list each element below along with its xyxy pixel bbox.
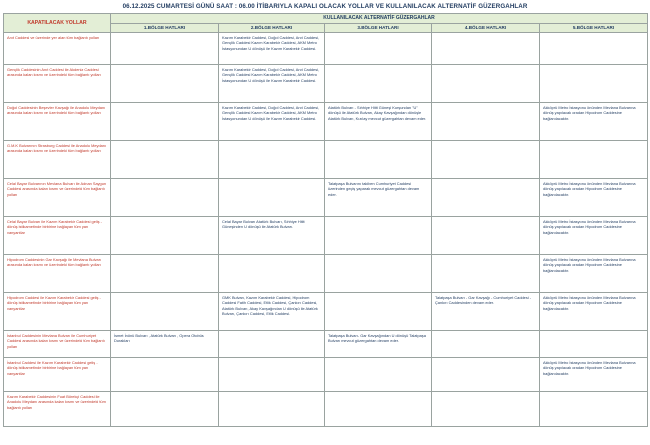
alt-route-cell xyxy=(325,65,432,103)
alt-route-cell xyxy=(540,392,648,427)
page-title: 06.12.2025 CUMARTESİ GÜNÜ SAAT : 06.00 İTİBARIYLA KAPALI OLACAK YOLLAR VE KULLANILACAK ALTERNATİF GÜZERGAHLAR xyxy=(122,3,528,10)
alt-route-cell: Kazım Karabekir Caddesi, Doğol Caddesi, Anıt Caddesi, Gençlik Caddesi Kazım Karabekir Caddesi, AKM Metro İstasyonundan U dönüşü ile Kazım Karabekir Caddesi. xyxy=(219,103,325,141)
alt-route-cell: Akköprü Metro İstasyonu önünden Mevlana Bulvarına dönüş yapılacak oradan Hipodrom Caddesine bağlanılacaktır. xyxy=(540,255,648,293)
alt-route-cell xyxy=(325,392,432,427)
table-row xyxy=(4,358,648,392)
alt-route-cell: GMK Bulvarı, Kazım Karabekir Caddesi, Hipodrom Caddesi Fatih Caddesi, Etlik Caddesi, Çankırı Caddesi, Atatürk Bulvarı, Akay Kavşağından U dönüşü ile Atatürk Bulvarı, Çankırı Caddesi, Etlik Caddesi. xyxy=(219,293,325,331)
alt-route-cell: Akköprü Metro İstasyonu önünden Mevlana Bulvarına dönüş yapılacak oradan Hipodrom Caddesine bağlanılacaktır. xyxy=(540,179,648,217)
alt-route-cell xyxy=(432,141,540,179)
closed-road-cell: Hipodrom Caddesinin Gar Kavşağı ile Mevlana Bulvarı arasında kalan kısmı ve üzerindeki tüm bağlantı yolları xyxy=(4,255,111,293)
alt-route-cell: Talatpaşa Bulvarını takiben Cumhuriyet Caddesi üzerinden geçiş yaparak mevcut güzergahtan devam eder. xyxy=(325,179,432,217)
alt-route-cell: Celal Bayar Bulvarı Atatürk Bulvarı, Sıhhiye Hitit Güneşinden U dönüşü ile Atatürk Bulvarı. xyxy=(219,217,325,255)
alt-route-cell: Talatpaşa Bulvarı- Gar Kavşağından U dönüşü Talatpaşa Bulvarı mevcut güzergahtan devam eder. xyxy=(325,331,432,358)
alt-route-cell xyxy=(540,141,648,179)
alt-route-cell xyxy=(111,358,219,392)
region-header-5: 5.BÖLGE HATLARI xyxy=(540,24,648,33)
alt-route-cell xyxy=(432,65,540,103)
table-row xyxy=(4,293,648,331)
alt-route-cell xyxy=(219,255,325,293)
alt-route-cell xyxy=(325,141,432,179)
table-row xyxy=(4,141,648,179)
alt-route-cell: Akköprü Metro İstasyonu önünden Mevlana Bulvarına dönüş yapılacak oradan Hipodrom Caddesine bağlanılacaktır. xyxy=(540,217,648,255)
alt-route-cell: Akköprü Metro İstasyonu önünden Mevlana Bulvarına dönüş yapılacak oradan Hipodrom Caddesine bağlanılacaktır. xyxy=(540,103,648,141)
alt-route-cell xyxy=(432,217,540,255)
closed-road-cell: Gençlik Caddesinin Anıt Caddesi ile Akdeniz Caddesi arasında kalan kısmı ve üzerindeki tüm bağlantı yolları xyxy=(4,65,111,103)
alt-route-cell xyxy=(432,331,540,358)
alt-route-cell xyxy=(432,392,540,427)
alt-route-cell xyxy=(540,65,648,103)
alt-route-cell xyxy=(111,217,219,255)
region-header-3: 3.BÖLGE HATLARI xyxy=(325,24,432,33)
alt-route-cell xyxy=(325,217,432,255)
alt-route-cell xyxy=(219,141,325,179)
alt-route-cell xyxy=(540,331,648,358)
closed-road-cell: G.M.K Bulvarının Strasburg Caddesi ile Anadolu Meydanı arasında kalan kısmı ve üzerindeki tüm bağlantı yolları xyxy=(4,141,111,179)
alt-route-cell xyxy=(111,255,219,293)
closed-road-cell: İstanbul Caddesi ile Kazım Karabekir Caddesi geliş - dönüş istikametinde birbirine bağlayan tüm yan vanyantlar xyxy=(4,358,111,392)
road-closures-table xyxy=(3,13,648,427)
table-row xyxy=(4,331,648,358)
closed-road-cell: Hipodrom Caddesi ile Kazım Karabekir Caddesi geliş - dönüş istikametinde birbirine bağlayan tüm yan vanyantlar xyxy=(4,293,111,331)
alt-route-cell: Kazım Karabekir Caddesi, Doğol Caddesi, Anıt Caddesi, Gençlik Caddesi Kazım Karabekir Caddesi, AKM Metro İstasyonundan U dönüşü ile Kazım Karabekir Caddesi. xyxy=(219,65,325,103)
alt-route-cell xyxy=(325,33,432,65)
table-row xyxy=(4,255,648,293)
region-header-1: 1.BÖLGE HATLARI xyxy=(111,24,219,33)
closed-road-cell: İstanbul Caddesinin Mevlana Bulvarı ile Cumhuriyet Caddesi arasında kalan kısmı ve üzerindeki tüm bağlantı yolları xyxy=(4,331,111,358)
alt-route-cell: Akköprü Metro İstasyonu önünden Mevlana Bulvarına dönüş yapılacak oradan Hipodrom Caddesine bağlanılacaktır. xyxy=(540,358,648,392)
table-row xyxy=(4,103,648,141)
table-row xyxy=(4,392,648,427)
alt-route-cell xyxy=(432,358,540,392)
alt-route-cell xyxy=(325,255,432,293)
alt-route-cell xyxy=(325,358,432,392)
alt-route-cell xyxy=(432,33,540,65)
alt-route-cell xyxy=(432,255,540,293)
alt-route-cell xyxy=(111,65,219,103)
alt-route-cell xyxy=(432,179,540,217)
alt-route-cell: Kazım Karabekir Caddesi, Doğol Caddesi, Anıt Caddesi, Gençlik Caddesi Kazım Karabekir Caddesi, AKM Metro İstasyonundan U dönüşü ile Kazım Karabekir Caddesi. xyxy=(219,33,325,65)
alt-route-cell: Talatpaşa Bulvarı - Gar Kavşağı - Cumhuriyet Caddesi - Çankırı Caddesinden devam eder. xyxy=(432,293,540,331)
alt-route-cell xyxy=(219,358,325,392)
alt-route-cell xyxy=(432,103,540,141)
table-row xyxy=(4,65,648,103)
region-header-2: 2.BÖLGE HATLARI xyxy=(219,24,325,33)
table-row xyxy=(4,179,648,217)
closed-road-cell: Kazım Karabekir Caddesinin Fuat Börekçi Caddesi ile Anadolu Meydanı arasında kalan kısmı ve üzerindeki tüm bağlantı yolları xyxy=(4,392,111,427)
alt-route-cell: Atatürk Bulvarı - Sıhhiye Hitit Güneşi Kurşundan "U" dönüşü ile Atatürk Bulvarı, Akay Kavşağından dönüşle Atatürk Bulvarı, Kızılay mevcut güzergahtan devam eder. xyxy=(325,103,432,141)
alt-route-cell xyxy=(325,293,432,331)
alt-route-cell xyxy=(219,392,325,427)
closed-roads-header: KAPATILACAK YOLLAR xyxy=(4,14,111,33)
alt-route-cell xyxy=(219,179,325,217)
closed-road-cell: Celal Bayar Bulvarının Mevlana Bulvarı ile Adnan Saygun Caddesi arasında kalan kısmı ve üzerindeki tüm bağlantı yolları xyxy=(4,179,111,217)
closed-road-cell: Celal Bayar Bulvarı ile Kazım Karabekir Caddesi geliş - dönüş istikametinde birbirine bağlayan tüm yan vanyantlar xyxy=(4,217,111,255)
alt-route-cell xyxy=(111,141,219,179)
alt-route-cell xyxy=(111,179,219,217)
alt-route-cell: Akköprü Metro İstasyonu önünden Mevlana Bulvarına dönüş yapılacak oradan Hipodrom Caddesine bağlanılacaktır. xyxy=(540,293,648,331)
alt-route-cell xyxy=(111,392,219,427)
alt-route-cell xyxy=(540,33,648,65)
closed-road-cell: Doğol Caddesinin Beşevler Kavşağı ile Anadolu Meydanı arasında kalan kısmı ve üzerindeki tüm bağlantı yolları xyxy=(4,103,111,141)
alt-route-cell xyxy=(111,103,219,141)
alt-route-cell xyxy=(111,293,219,331)
closed-road-cell: Anıt Caddesi ve üzerinde yer alan tüm bağlantı yolları xyxy=(4,33,111,65)
alternatives-header: KULLANILACAK ALTERNATİF GÜZERGAHLAR xyxy=(111,14,648,24)
alt-route-cell xyxy=(111,33,219,65)
region-header-4: 4.BÖLGE HATLARI xyxy=(432,24,540,33)
table-row xyxy=(4,33,648,65)
table-row xyxy=(4,217,648,255)
alt-route-cell: İsmet İnönü Bulvarı , Atatürk Bulvarı , Opera Otobüs Durakları xyxy=(111,331,219,358)
alt-route-cell xyxy=(219,331,325,358)
